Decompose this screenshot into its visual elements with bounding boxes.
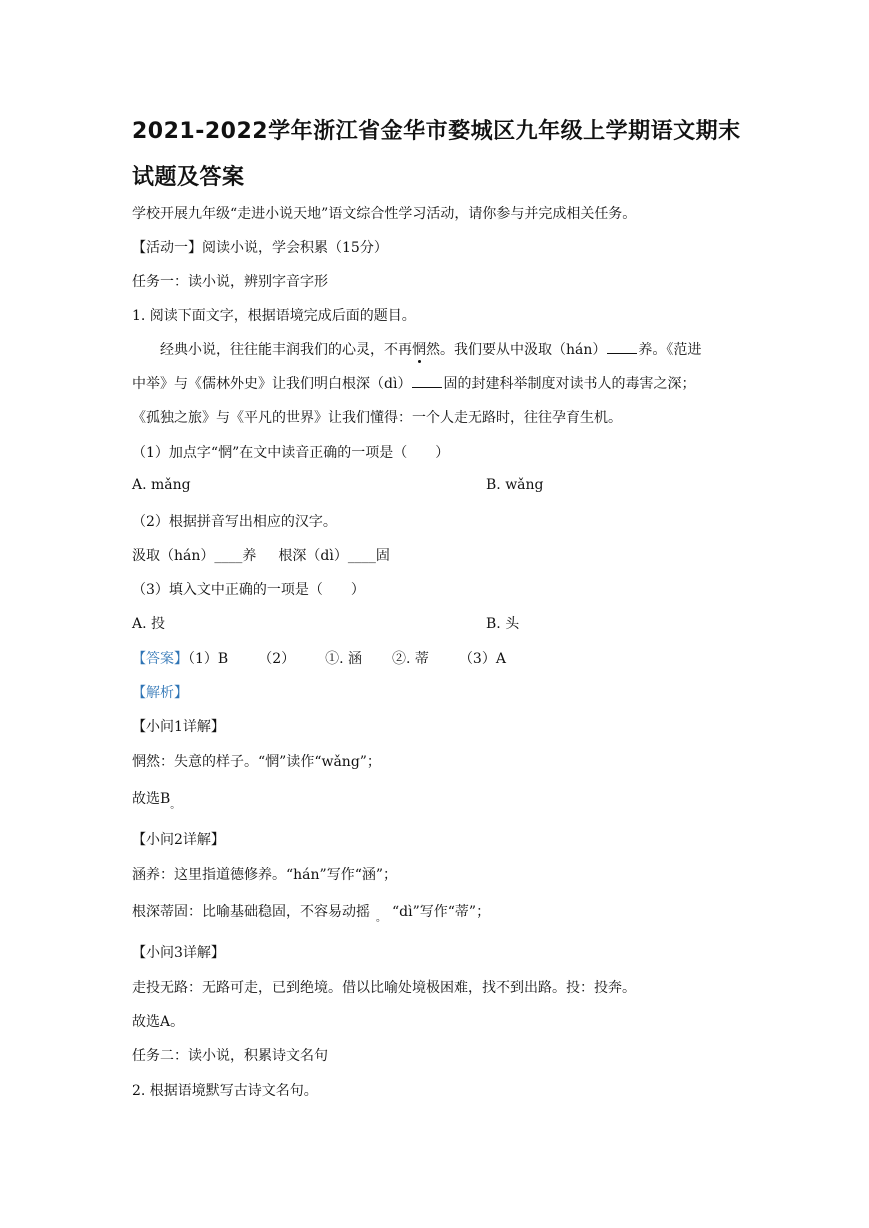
passage-text: 然。我们要从中汲取（hán） <box>426 342 607 358</box>
fill-blank <box>412 375 442 388</box>
answer-1: （1）B <box>188 651 229 667</box>
answer-line <box>132 648 506 668</box>
sub1-detail-line1: 惘然：失意的样子。“惘”读作“wǎng”； <box>132 754 381 770</box>
sub3-detail-heading: 【小问3详解】 <box>132 945 225 961</box>
period-mark: 。 <box>376 913 386 924</box>
q1-sub1-option-a: A. mǎng <box>132 477 191 493</box>
answer-3: （3）A <box>458 651 506 667</box>
sub1-detail-line2 <box>132 788 181 811</box>
doc-title-line2: 试题及答案 <box>132 165 245 190</box>
activity1-heading: 【活动一】阅读小说，学会积累（15分） <box>132 240 388 256</box>
task2-heading: 任务二：读小说，积累诗文名句 <box>132 1048 328 1064</box>
q2-stem: 2. 根据语境默写古诗文名句。 <box>132 1083 318 1099</box>
q1-sub3-option-a: A. 投 <box>132 616 166 632</box>
passage-text: 经典小说，往往能丰润我们的心灵，不再 <box>160 342 412 358</box>
answer-2-2: ②. 蒂 <box>392 651 429 667</box>
q1-sub3-option-b: B. 头 <box>486 616 520 632</box>
passage-line-1 <box>160 339 701 359</box>
answer-2: （2） <box>258 651 296 667</box>
passage-text: 固的封建科举制度对读书人的毒害之深； <box>443 376 696 392</box>
answer-label: 【答案】 <box>132 651 188 667</box>
detail-text: 故选B <box>132 791 171 807</box>
intro-text: 学校开展九年级“走进小说天地”语文综合性学习活动，请你参与并完成相关任务。 <box>132 206 637 222</box>
passage-line-2 <box>132 373 695 393</box>
passage-line-3: 《孤独之旅》与《平凡的世界》让我们懂得：一个人走无路时，往往孕育生机。 <box>132 410 622 426</box>
sub3-detail-line2: 故选A。 <box>132 1014 185 1030</box>
sub3-detail-line1: 走投无路：无路可走，已到绝境。借以比喻处境极困难，找不到出路。投：投奔。 <box>132 980 636 996</box>
sub2-item-a: 汲取（hán）____养 <box>132 548 257 564</box>
period-mark: 。 <box>170 800 181 811</box>
dotted-char: 惘 <box>412 342 426 358</box>
fill-blank <box>607 341 637 354</box>
task1-heading: 任务一：读小说，辨别字音字形 <box>132 274 328 290</box>
q1-sub1: （1）加点字“惘”在文中读音正确的一项是（ ） <box>132 445 450 461</box>
passage-text: 养。《范进 <box>638 342 702 358</box>
detail-text: “dì”写作“蒂”； <box>392 904 491 920</box>
q1-sub1-option-b: B. wǎng <box>486 477 544 493</box>
q1-sub2: （2）根据拼音写出相应的汉字。 <box>132 514 337 530</box>
q1-sub3: （3）填入文中正确的一项是（ ） <box>132 582 365 598</box>
sub2-detail-line2 <box>132 901 491 924</box>
passage-text: 中举》与《儒林外史》让我们明白根深（dì） <box>132 376 412 392</box>
q1-stem: 1. 阅读下面文字，根据语境完成后面的题目。 <box>132 308 416 324</box>
doc-title-line1: 2021-2022学年浙江省金华市婺城区九年级上学期语文期末 <box>132 119 741 144</box>
sub2-item-b: 根深（dì）____固 <box>278 548 390 564</box>
analysis-label: 【解析】 <box>132 685 188 701</box>
sub1-detail-heading: 【小问1详解】 <box>132 719 225 735</box>
answer-2-1: ①. 涵 <box>325 651 363 667</box>
detail-text: 根深蒂固：比喻基础稳固，不容易动摇 <box>132 904 370 920</box>
sub2-detail-heading: 【小问2详解】 <box>132 832 225 848</box>
q1-sub2-blanks <box>132 545 390 565</box>
sub2-detail-line1: 涵养：这里指道德修养。“hán”写作“涵”； <box>132 867 398 883</box>
